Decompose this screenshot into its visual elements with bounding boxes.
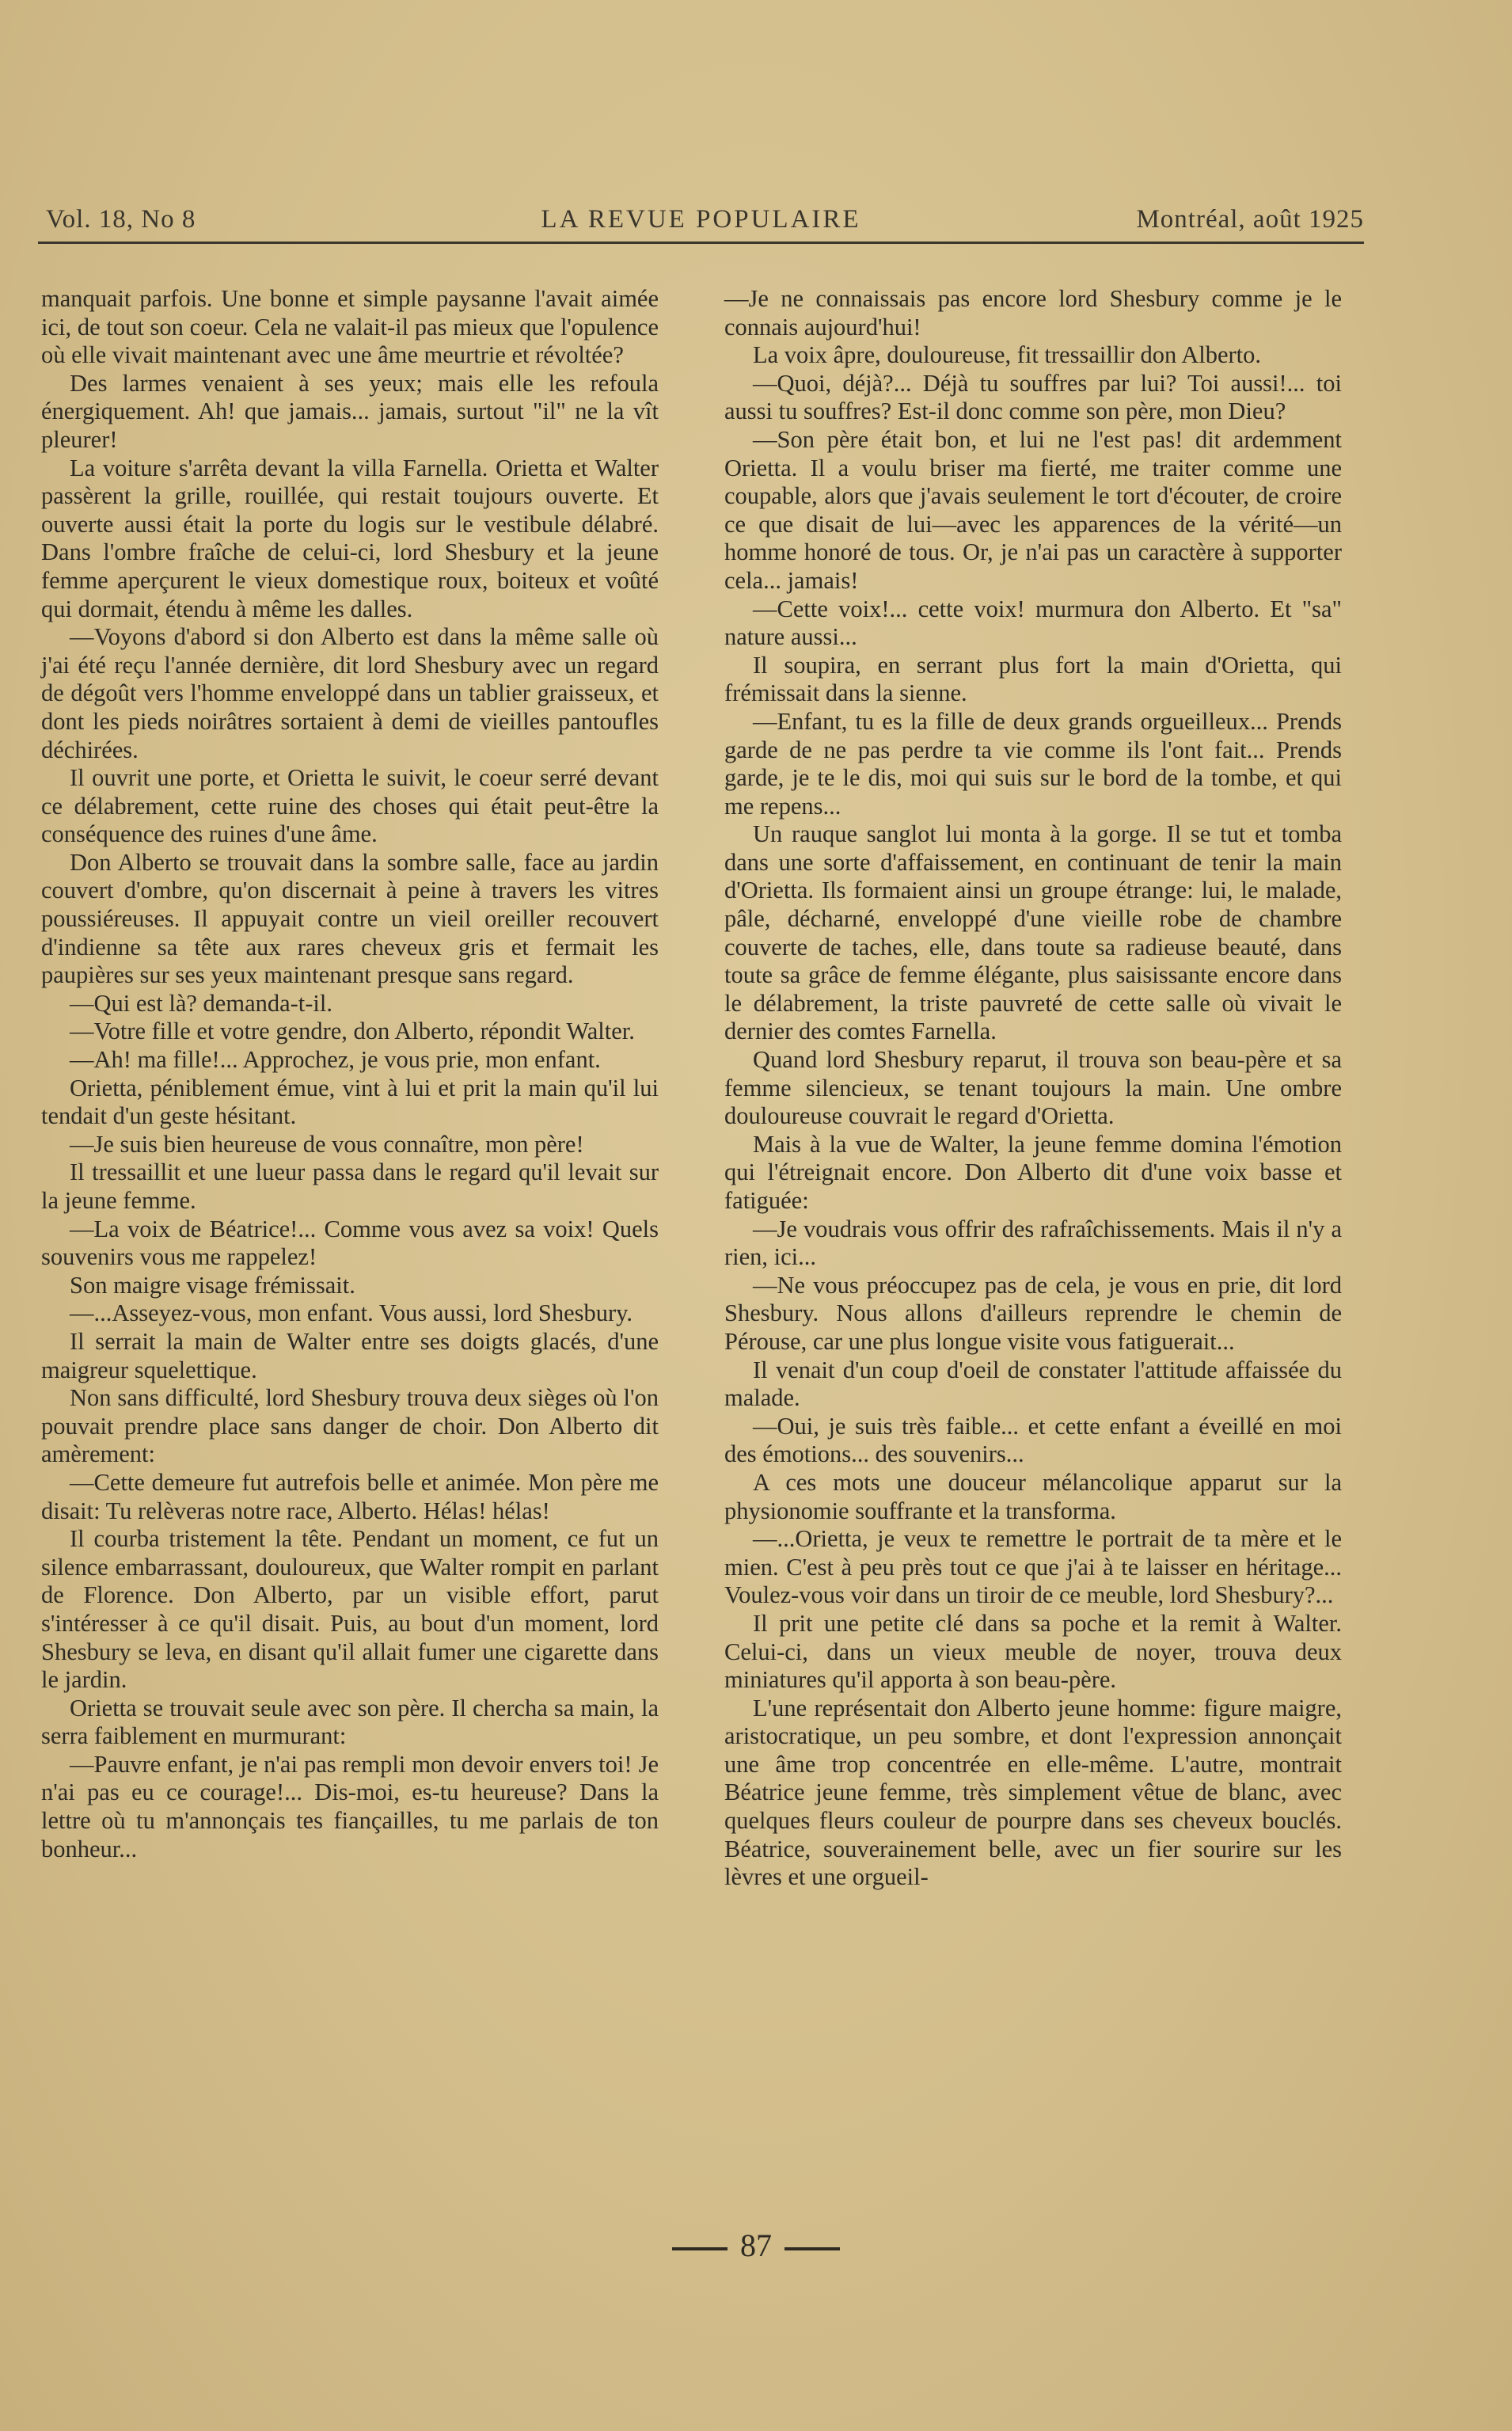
- paragraph: Non sans difficulté, lord Shesbury trouva deux sièges où l'on pouvait prendre place sans danger de choir. Don Alberto dit amèrement:: [41, 1384, 659, 1468]
- paragraph: Quand lord Shesbury reparut, il trouva son beau-père et sa femme silencieux, se tenant toujours la main. Une ombre douloureuse couvrait le regard d'Orietta.: [724, 1046, 1342, 1130]
- paragraph: Un rauque sanglot lui monta à la gorge. Il se tut et tomba dans une sorte d'affaissement, en continuant de tenir la main d'Orietta. Ils formaient ainsi un groupe étrange: lui, le malade, pâle, décharné, enveloppé d'une vieille robe de chambre couverte de taches, elle, dans toute sa radieuse beauté, dans toute sa grâce de femme élégante, plus saisissante encore dans le délabrement, la triste pauvreté de cette salle où vivait le dernier des comtes Farnella.: [724, 820, 1342, 1045]
- paragraph: —Ne vous préoccupez pas de cela, je vous en prie, dit lord Shesbury. Nous allons d'ailleurs reprendre le chemin de Pérouse, car une plus longue visite vous fatiguerait...: [724, 1271, 1342, 1355]
- paragraph: Il soupira, en serrant plus fort la main d'Orietta, qui frémissait dans la sienne.: [724, 651, 1342, 707]
- right-column: [724, 285, 1342, 1892]
- paragraph: Il prit une petite clé dans sa poche et la remit à Walter. Celui-ci, dans un vieux meuble de noyer, trouva deux miniatures qu'il apporta à son beau-père.: [724, 1609, 1342, 1694]
- paragraph: Orietta se trouvait seule avec son père. Il chercha sa main, la serra faiblement en murmurant:: [41, 1694, 659, 1750]
- issue-date: Montréal, août 1925: [1136, 205, 1364, 234]
- paragraph: Il courba tristement la tête. Pendant un moment, ce fut un silence embarrassant, douloureux, que Walter rompit en parlant de Florence. Don Alberto, par un visible effort, parut s'intéresser à ce qu'il disait. Puis, au bout d'un moment, lord Shesbury se leva, en disant qu'il allait fumer une cigarette dans le jardin.: [41, 1525, 659, 1694]
- paragraph: —Enfant, tu es la fille de deux grands orgueilleux... Prends garde de ne pas perdre ta vie comme ils l'ont fait... Prends garde, je te le dis, moi qui suis sur le bord de la tombe, et qui me repens...: [724, 707, 1342, 820]
- paragraph: L'une représentait don Alberto jeune homme: figure maigre, aristocratique, un peu sombre, et dont l'expression annonçait une âme trop concentrée en elle-même. L'autre, montrait Béatrice jeune femme, très simplement vêtue de blanc, avec quelques fleurs couleur de pourpre dans ses cheveux bouclés. Béatrice, souverainement belle, avec un fier sourire sur les lèvres et une orgueil-: [724, 1694, 1342, 1891]
- paragraph: —Oui, je suis très faible... et cette enfant a éveillé en moi des émotions... des souvenirs...: [724, 1412, 1342, 1468]
- footer-dash-right: [784, 2247, 840, 2250]
- paragraph: —Je suis bien heureuse de vous connaître, mon père!: [70, 1130, 584, 1158]
- paragraph: —...Orietta, je veux te remettre le portrait de ta mère et le mien. C'est à peu près tout ce que j'ai à te laisser en héritage... Voulez-vous voir dans un tiroir de ce meuble, lord Shesbury?...: [724, 1525, 1342, 1609]
- paragraph: —Cette demeure fut autrefois belle et animée. Mon père me disait: Tu relèveras notre race, Alberto. Hélas! hélas!: [41, 1468, 659, 1524]
- publication-title: LA REVUE POPULAIRE: [541, 205, 861, 234]
- paragraph: Il serrait la main de Walter entre ses doigts glacés, d'une maigreur squelettique.: [41, 1327, 659, 1383]
- paragraph: —Pauvre enfant, je n'ai pas rempli mon devoir envers toi! Je n'ai pas eu ce courage!... Dis-moi, es-tu heureuse? Dans la lettre où tu m'annonçais tes fiançailles, tu me parlais de ton bonheur...: [41, 1750, 659, 1862]
- paragraph: Il tressaillit et une lueur passa dans le regard qu'il levait sur la jeune femme.: [41, 1158, 659, 1214]
- paragraph: La voix âpre, douloureuse, fit tressaillir don Alberto.: [753, 341, 1262, 369]
- paragraph: —Votre fille et votre gendre, don Alberto, répondit Walter.: [70, 1018, 635, 1045]
- paragraph: —Voyons d'abord si don Alberto est dans la même salle où j'ai été reçu l'année dernière, dit lord Shesbury avec un regard de dégoût vers l'homme enveloppé dans un tablier graisseux, et dont les pieds noirâtres sortaient à demi de vieilles pantoufles déchirées.: [41, 623, 659, 763]
- page-number: 87: [740, 2227, 772, 2263]
- paragraph: —Ah! ma fille!... Approchez, je vous prie, mon enfant.: [70, 1046, 601, 1074]
- paragraph: Don Alberto se trouvait dans la sombre salle, face au jardin couvert d'ombre, qu'on discernait à peine à travers les vitres poussiéreuses. Il appuyait contre un vieil oreiller recouvert d'indienne sa tête aux rares cheveux gris et fermait les paupières sur ses yeux maintenant presque sans regard.: [41, 848, 659, 989]
- page-footer: [0, 2227, 1512, 2264]
- paragraph: —Je voudrais vous offrir des rafraîchissements. Mais il n'y a rien, ici...: [724, 1215, 1342, 1271]
- paragraph: Son maigre visage frémissait.: [70, 1271, 355, 1299]
- footer-dash-left: [672, 2247, 728, 2250]
- left-column: [41, 285, 659, 1863]
- paragraph: —La voix de Béatrice!... Comme vous avez sa voix! Quels souvenirs vous me rappelez!: [41, 1215, 659, 1271]
- paragraph: Orietta, péniblement émue, vint à lui et prit la main qu'il lui tendait d'un geste hésitant.: [41, 1074, 659, 1130]
- paragraph: —...Asseyez-vous, mon enfant. Vous aussi, lord Shesbury.: [70, 1299, 633, 1327]
- paragraph: —Cette voix!... cette voix! murmura don Alberto. Et "sa" nature aussi...: [724, 595, 1342, 651]
- paragraph: —Son père était bon, et lui ne l'est pas! dit ardemment Orietta. Il a voulu briser ma fierté, me traiter comme une coupable, alors que j'avais seulement le tort d'écouter, de croire ce que disait de lui—avec les apparences de la vérité—un homme honoré de tous. Or, je n'ai pas un caractère à supporter cela... jamais!: [724, 425, 1342, 594]
- paragraph: Il venait d'un coup d'oeil de constater l'attitude affaissée du malade.: [724, 1356, 1342, 1412]
- paragraph: manquait parfois. Une bonne et simple paysanne l'avait aimée ici, de tout son coeur. Cela ne valait-il pas mieux que l'opulence où elle vivait maintenant avec une âme meurtrie et révoltée?: [41, 285, 659, 369]
- paragraph: A ces mots une douceur mélancolique apparut sur la physionomie souffrante et la transforma.: [724, 1468, 1342, 1524]
- paragraph: Des larmes venaient à ses yeux; mais elle les refoula énergiquement. Ah! que jamais... jamais, surtout "il" ne la vît pleurer!: [41, 369, 659, 453]
- paragraph: La voiture s'arrêta devant la villa Farnella. Orietta et Walter passèrent la grille, rouillée, qui restait toujours ouverte. Et ouverte aussi était la porte du logis sur le vestibule délabré. Dans l'ombre fraîche de celui-ci, lord Shesbury et la jeune femme aperçurent le vieux domestique roux, boiteux et voûté qui dormait, étendu à même les dalles.: [41, 454, 659, 622]
- paragraph: —Quoi, déjà?... Déjà tu souffres par lui? Toi aussi!... toi aussi tu souffres? Est-il donc comme son père, mon Dieu?: [724, 369, 1342, 425]
- paragraph: Mais à la vue de Walter, la jeune femme domina l'émotion qui l'étreignait encore. Don Alberto dit d'une voix basse et fatiguée:: [724, 1130, 1342, 1214]
- paragraph: —Je ne connaissais pas encore lord Shesbury comme je le connais aujourd'hui!: [724, 285, 1342, 340]
- paragraph: —Qui est là? demanda-t-il.: [70, 989, 333, 1017]
- paragraph: Il ouvrit une porte, et Orietta le suivit, le coeur serré devant ce délabrement, cette ruine des choses qui était peut-être la conséquence des ruines d'une âme.: [41, 764, 659, 848]
- running-header: [38, 202, 1364, 242]
- header-rule: [38, 242, 1364, 244]
- volume-number: Vol. 18, No 8: [46, 205, 196, 234]
